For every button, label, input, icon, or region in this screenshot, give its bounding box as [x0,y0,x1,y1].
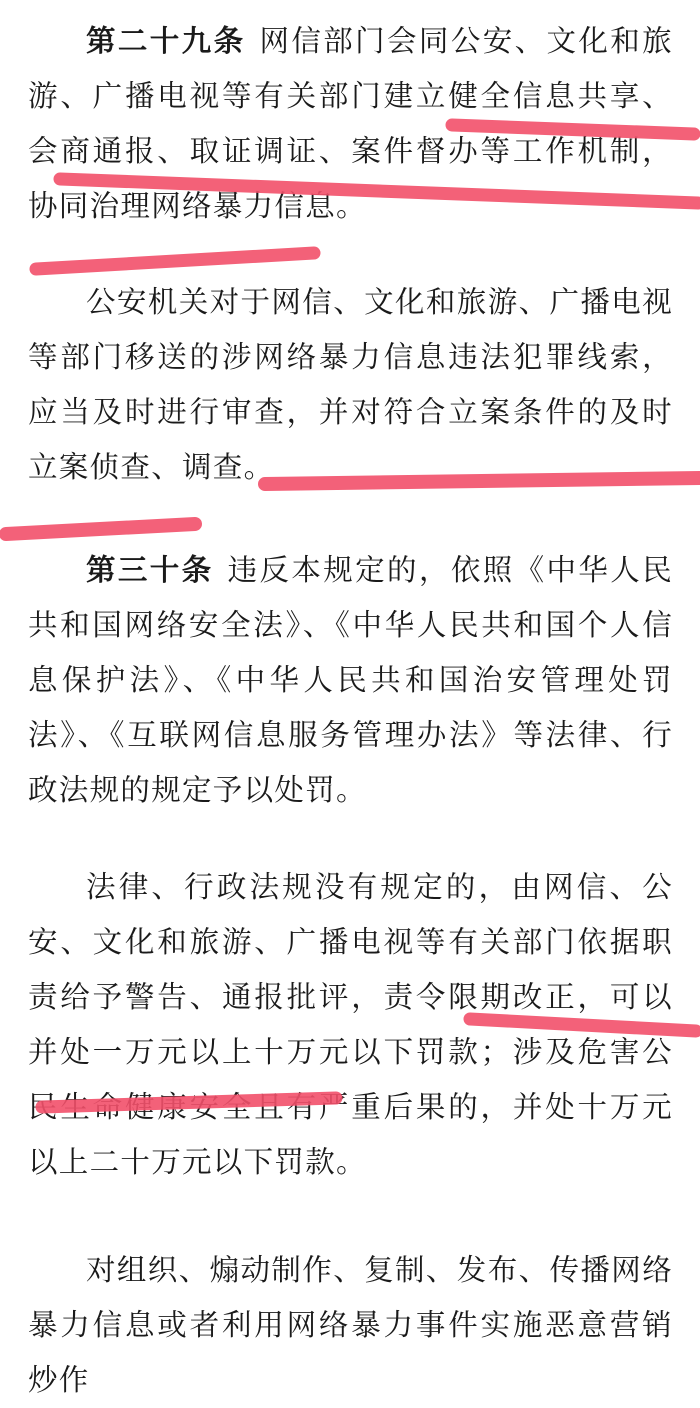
article-30-p2-text: 法律、行政法规没有规定的，由网信、公安、文化和旅游、广播电视等有关部门依据职责给予警告、通报批评，责令限期改正，可以并处一万元以上十万元以下罚款；涉及危害公民生命健康安全且有严重后果的，并处十万元以上二十万元以下罚款。 [28,870,673,1179]
article-29-p2-text: 公安机关对于网信、文化和旅游、广播电视等部门移送的涉网络暴力信息违法犯罪线索，应当及时进行审查，并对符合立案条件的及时立案侦查、调查。 [28,285,673,484]
article-30-number: 第三十条 [86,553,214,587]
article-30-paragraph-3 [28,1243,673,1408]
underline-stroke-5 [6,524,195,534]
article-29-paragraph-1 [28,14,673,234]
article-29-paragraph-2 [28,275,673,495]
article-30-p3-text: 对组织、煽动制作、复制、发布、传播网络暴力信息或者利用网络暴力事件实施恶意营销炒作 [28,1253,673,1397]
article-29-number: 第二十九条 [86,24,246,58]
article-30-paragraph-1 [28,543,673,818]
underline-stroke-3 [36,253,314,269]
article-30-text: 违反本规定的，依照《中华人民共和国网络安全法》、《中华人民共和国个人信息保护法》、《中华人民共和国治安管理处罚法》、《互联网信息服务管理办法》等法律、行政法规的规定予以处罚。 [28,553,673,807]
article-30-paragraph-2 [28,860,673,1190]
article-29-text: 网信部门会同公安、文化和旅游、广播电视等有关部门建立健全信息共享、会商通报、取证调证、案件督办等工作机制，协同治理网络暴力信息。 [28,24,673,223]
